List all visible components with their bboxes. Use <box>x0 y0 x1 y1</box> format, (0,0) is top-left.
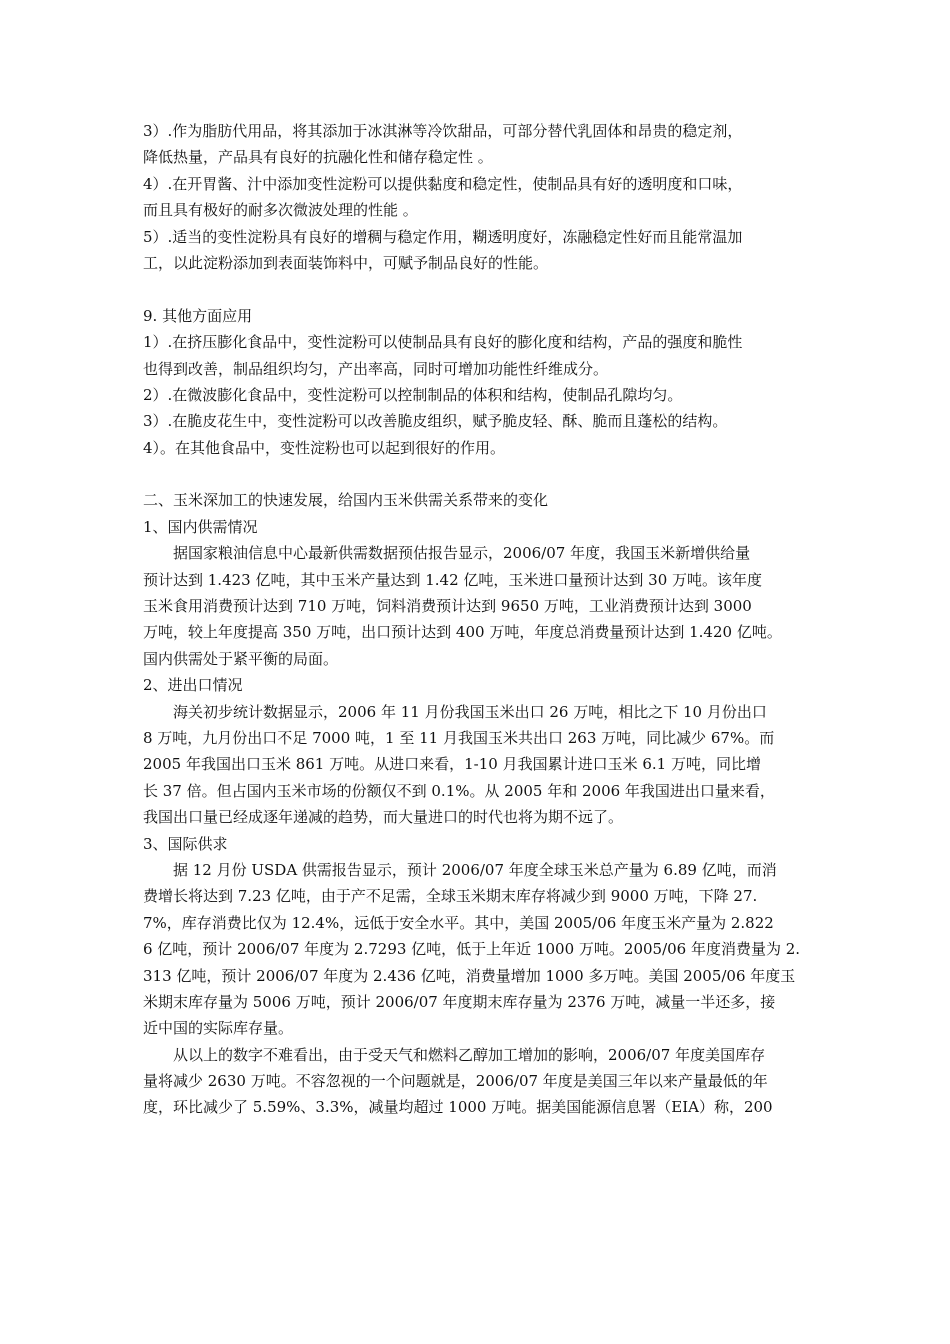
text-line: 我国出口量已经成逐年递减的趋势，而大量进口的时代也将为期不远了。 <box>143 808 624 827</box>
text-line: 1）.在挤压膨化食品中，变性淀粉可以使制品具有良好的膨化度和结构，产品的强度和脆性 <box>143 333 743 352</box>
section-heading: 9. 其他方面应用 <box>143 306 253 325</box>
text-line: 量将减少 2630 万吨。不容忽视的一个问题就是，2006/07 年度是美国三年以来产量最低的年 <box>143 1072 768 1091</box>
text-line: 降低热量，产品具有良好的抗融化性和储存稳定性 。 <box>143 148 493 167</box>
text-line: 据 12 月份 USDA 供需报告显示，预计 2006/07 年度全球玉米总产量为 6.89 亿吨，而消 <box>143 860 777 879</box>
text-line: 4）。在其他食品中，变性淀粉也可以起到很好的作用。 <box>143 438 506 457</box>
text-line: 据国家粮油信息中心最新供需数据预估报告显示，2006/07 年度，我国玉米新增供给量 <box>143 544 751 563</box>
text-line: 度，环比减少了 5.59%、3.3%，减量均超过 1000 万吨。据美国能源信息署（EIA）称，200 <box>143 1098 773 1117</box>
text-line: 2005 年我国出口玉米 861 万吨。从进口来看，1-10 月我国累计进口玉米 6.1 万吨，同比增 <box>143 755 761 774</box>
document-body <box>143 118 807 1121</box>
text-line: 而且具有极好的耐多次微波处理的性能 。 <box>143 201 418 220</box>
text-line: 海关初步统计数据显示，2006 年 11 月份我国玉米出口 26 万吨，相比之下 10 月份出口 <box>143 702 767 721</box>
text-line: 工，以此淀粉添加到表面装饰料中，可赋予制品良好的性能。 <box>143 253 549 272</box>
text-line: 3）.在脆皮花生中，变性淀粉可以改善脆皮组织，赋予脆皮轻、酥、脆而且蓬松的结构。 <box>143 412 728 431</box>
text-line: 313 亿吨，预计 2006/07 年度为 2.436 亿吨，消费量增加 1000 多万吨。美国 2005/06 年度玉 <box>143 966 796 985</box>
paragraph-gap <box>143 276 807 302</box>
section-heading: 二、玉米深加工的快速发展，给国内玉米供需关系带来的变化 <box>143 491 549 510</box>
text-line: 从以上的数字不难看出，由于受天气和燃料乙醇加工增加的影响，2006/07 年度美国库存 <box>143 1045 766 1064</box>
text-line: 国内供需处于紧平衡的局面。 <box>143 649 339 668</box>
text-line: 也得到改善，制品组织均匀，产出率高，同时可增加功能性纤维成分。 <box>143 359 609 378</box>
text-line: 7%，库存消费比仅为 12.4%，远低于安全水平。其中，美国 2005/06 年度玉米产量为 2.822 <box>143 913 774 932</box>
subsection-heading: 2、进出口情况 <box>143 676 243 695</box>
text-line: 4）.在开胃酱、汁中添加变性淀粉可以提供黏度和稳定性，使制品具有好的透明度和口味， <box>143 174 743 193</box>
text-line: 5）.适当的变性淀粉具有良好的增稠与稳定作用，糊透明度好，冻融稳定性好而且能常温加 <box>143 227 743 246</box>
text-line: 费增长将达到 7.23 亿吨，由于产不足需，全球玉米期末库存将减少到 9000 万吨，下降 27. <box>143 887 758 906</box>
text-line: 万吨，较上年度提高 350 万吨，出口预计达到 400 万吨，年度总消费量预计达到 1.420 亿吨。 <box>143 623 782 642</box>
text-line: 预计达到 1.423 亿吨，其中玉米产量达到 1.42 亿吨，玉米进口量预计达到 30 万吨。该年度 <box>143 570 763 589</box>
subsection-heading: 3、国际供求 <box>143 834 228 853</box>
text-line: 近中国的实际库存量。 <box>143 1019 294 1038</box>
paragraph-gap <box>143 461 807 487</box>
text-line: 长 37 倍。但占国内玉米市场的份额仅不到 0.1%。从 2005 年和 2006 年我国进出口量来看， <box>143 781 775 800</box>
subsection-heading: 1、国内供需情况 <box>143 517 258 536</box>
text-line: 2）.在微波膨化食品中，变性淀粉可以控制制品的体积和结构，使制品孔隙均匀。 <box>143 385 683 404</box>
text-line: 8 万吨，九月份出口不足 7000 吨，1 至 11 月我国玉米共出口 263 万吨，同比减少 67%。而 <box>143 728 775 747</box>
text-line: 3）.作为脂肪代用品，将其添加于冰淇淋等冷饮甜品，可部分替代乳固体和昂贵的稳定剂， <box>143 122 743 140</box>
text-line: 米期末库存量为 5006 万吨，预计 2006/07 年度期末库存量为 2376 万吨，减量一半还多，接 <box>143 992 776 1011</box>
text-line: 6 亿吨，预计 2006/07 年度为 2.7293 亿吨，低于上年近 1000 万吨。2005/06 年度消费量为 2. <box>143 940 801 959</box>
text-line: 玉米食用消费预计达到 710 万吨，饲料消费预计达到 9650 万吨，工业消费预计达到 3000 <box>143 597 752 616</box>
